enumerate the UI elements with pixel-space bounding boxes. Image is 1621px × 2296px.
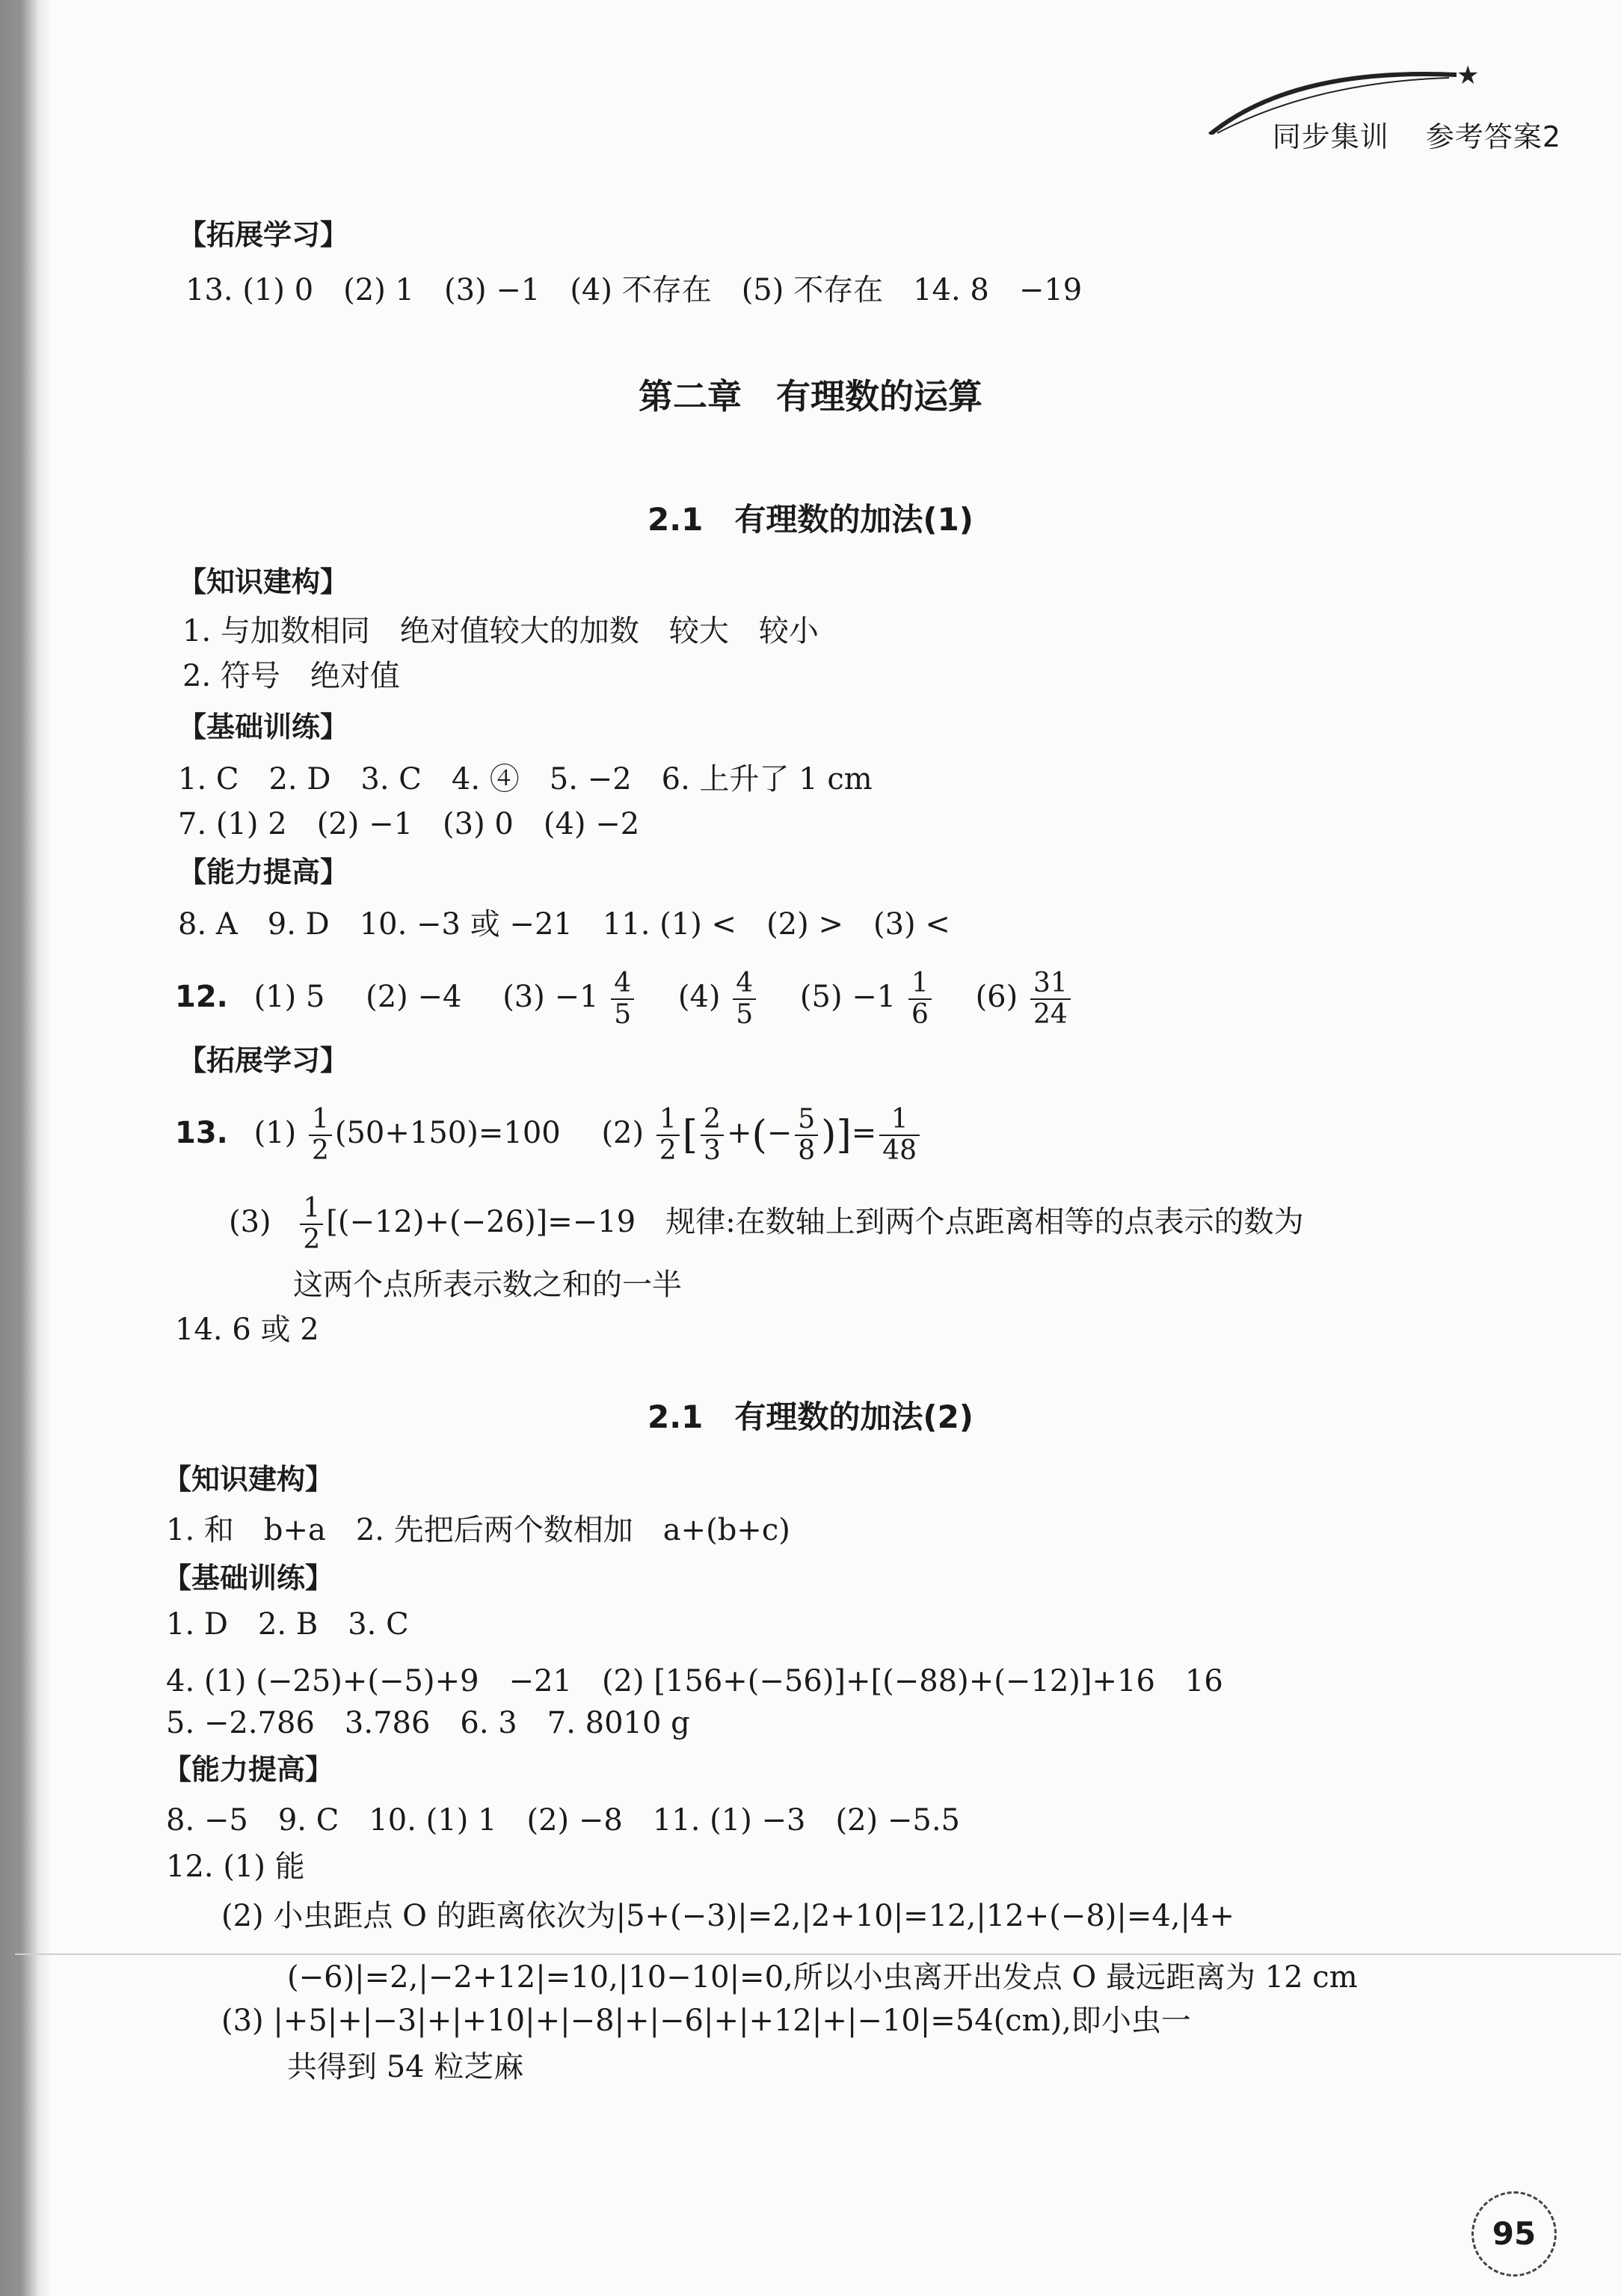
- q14-line: 14. 6 或 2: [175, 1313, 319, 1347]
- tag-extension: 【拓展学习】: [178, 1044, 349, 1077]
- q13-line-1: 13. (1) $\frac{1}{2}$ (50+150)=100 (2) $\frac{1}{2}$ [ $\frac{2}{3}$ +(− $\frac{5}{8}$ )]= $\frac{1}{48}$: [175, 1092, 923, 1176]
- answer-line: 1. D 2. B 3. C: [166, 1607, 409, 1642]
- q13-line-3: [229, 1185, 1304, 1259]
- q12-part5: (5) −1: [799, 980, 896, 1014]
- q12-part3: (3) −1: [502, 980, 599, 1014]
- answer-line: 12. (1) 能: [166, 1850, 305, 1884]
- q13-expr1: (50+150)=100: [334, 1116, 561, 1150]
- fraction: $\frac{2}{3}$: [701, 1105, 724, 1166]
- answer-line: (2) 小虫距点 O 的距离依次为|5+(−3)|=2,|2+10|=12,|12+(−8)|=4,|4+: [221, 1899, 1234, 1933]
- page-header: [1202, 52, 1561, 153]
- answer-line: 2. 符号 绝对值: [182, 659, 400, 693]
- fraction: $\frac{31}{24}$: [1030, 969, 1071, 1030]
- answer-line: (−6)|=2,|−2+12|=10,|10−10|=0,所以小虫离开出发点 O 最远距离为 12 cm: [287, 1960, 1358, 1995]
- answer-line: 1. 与加数相同 绝对值较大的加数 较大 较小: [182, 614, 819, 648]
- chapter-title: 第二章 有理数的运算: [639, 376, 982, 417]
- answer-line: 4. (1) (−25)+(−5)+9 −21 (2) [156+(−56)]+[(−88)+(−12)]+16 16: [166, 1664, 1223, 1698]
- answer-line: 8. −5 9. C 10. (1) 1 (2) −8 11. (1) −3 (2) −5.5: [166, 1803, 960, 1838]
- tag-extension: 【拓展学习】: [178, 218, 349, 251]
- q13-expr3: [(−12)+(−26)]=−19 规律:在数轴上到两个点距离相等的点表示的数为: [326, 1205, 1304, 1239]
- answer-line: 7. (1) 2 (2) −1 (3) 0 (4) −2: [178, 807, 640, 841]
- tag-ability: 【能力提高】: [178, 856, 349, 888]
- fraction: $\frac{4}{5}$: [733, 969, 756, 1030]
- answer-line: 1. C 2. D 3. C 4. ④ 5. −2 6. 上升了 1 cm: [178, 762, 873, 796]
- q12-line: [175, 963, 1074, 1031]
- fraction: $\frac{1}{6}$: [908, 969, 932, 1030]
- fraction: $\frac{1}{2}$: [656, 1105, 680, 1166]
- fold-line: [15, 1953, 1621, 1955]
- q13-rule-cont: 这两个点所表示数之和的一半: [293, 1268, 682, 1302]
- header-section: 参考答案2: [1425, 120, 1561, 153]
- q13-number: 13.: [175, 1116, 228, 1150]
- q12-part6: (6): [975, 980, 1018, 1014]
- tag-knowledge: 【知识建构】: [178, 565, 349, 598]
- answer-line: 8. A 9. D 10. −3 或 −21 11. (1) < (2) > (3) <: [178, 907, 950, 942]
- section-title: 2.1 有理数的加法(1): [647, 501, 974, 538]
- svg-text:★: ★: [1457, 61, 1480, 90]
- q12-part2: (2) −4: [366, 980, 462, 1014]
- answer-line: 共得到 54 粒芝麻: [287, 2050, 524, 2084]
- answer-line: 13. (1) 0 (2) 1 (3) −1 (4) 不存在 (5) 不存在 14. 8 −19: [185, 273, 1083, 307]
- fraction: $\frac{1}{48}$: [879, 1105, 920, 1166]
- tag-basic: 【基础训练】: [178, 710, 349, 743]
- answer-line: 1. 和 b+a 2. 先把后两个数相加 a+(b+c): [166, 1513, 790, 1547]
- q13-part1: (1): [253, 1116, 297, 1150]
- answer-line: 5. −2.786 3.786 6. 3 7. 8010 g: [166, 1706, 690, 1740]
- tag-basic: 【基础训练】: [163, 1562, 334, 1594]
- q12-number: 12.: [175, 980, 228, 1014]
- q12-part4: (4): [677, 980, 721, 1014]
- header-series: 同步集训: [1272, 120, 1389, 153]
- section-title-2: 2.1 有理数的加法(2): [647, 1399, 974, 1435]
- scan-dark-edge: [0, 0, 52, 2296]
- q12-part1: (1) 5: [253, 980, 325, 1014]
- answer-line: (3) |+5|+|−3|+|+10|+|−8|+|−6|+|+12|+|−10|=54(cm),即小虫一: [221, 2004, 1191, 2038]
- tag-knowledge: 【知识建构】: [163, 1463, 334, 1496]
- fraction: $\frac{1}{2}$: [300, 1194, 323, 1255]
- q13-part3: (3): [229, 1205, 271, 1239]
- tag-ability: 【能力提高】: [163, 1753, 334, 1786]
- fraction: $\frac{4}{5}$: [611, 969, 634, 1030]
- q13-part2: (2): [601, 1116, 645, 1150]
- fraction: $\frac{5}{8}$: [795, 1105, 818, 1166]
- fraction: $\frac{1}{2}$: [309, 1105, 332, 1166]
- page-number: 95: [1471, 2191, 1557, 2277]
